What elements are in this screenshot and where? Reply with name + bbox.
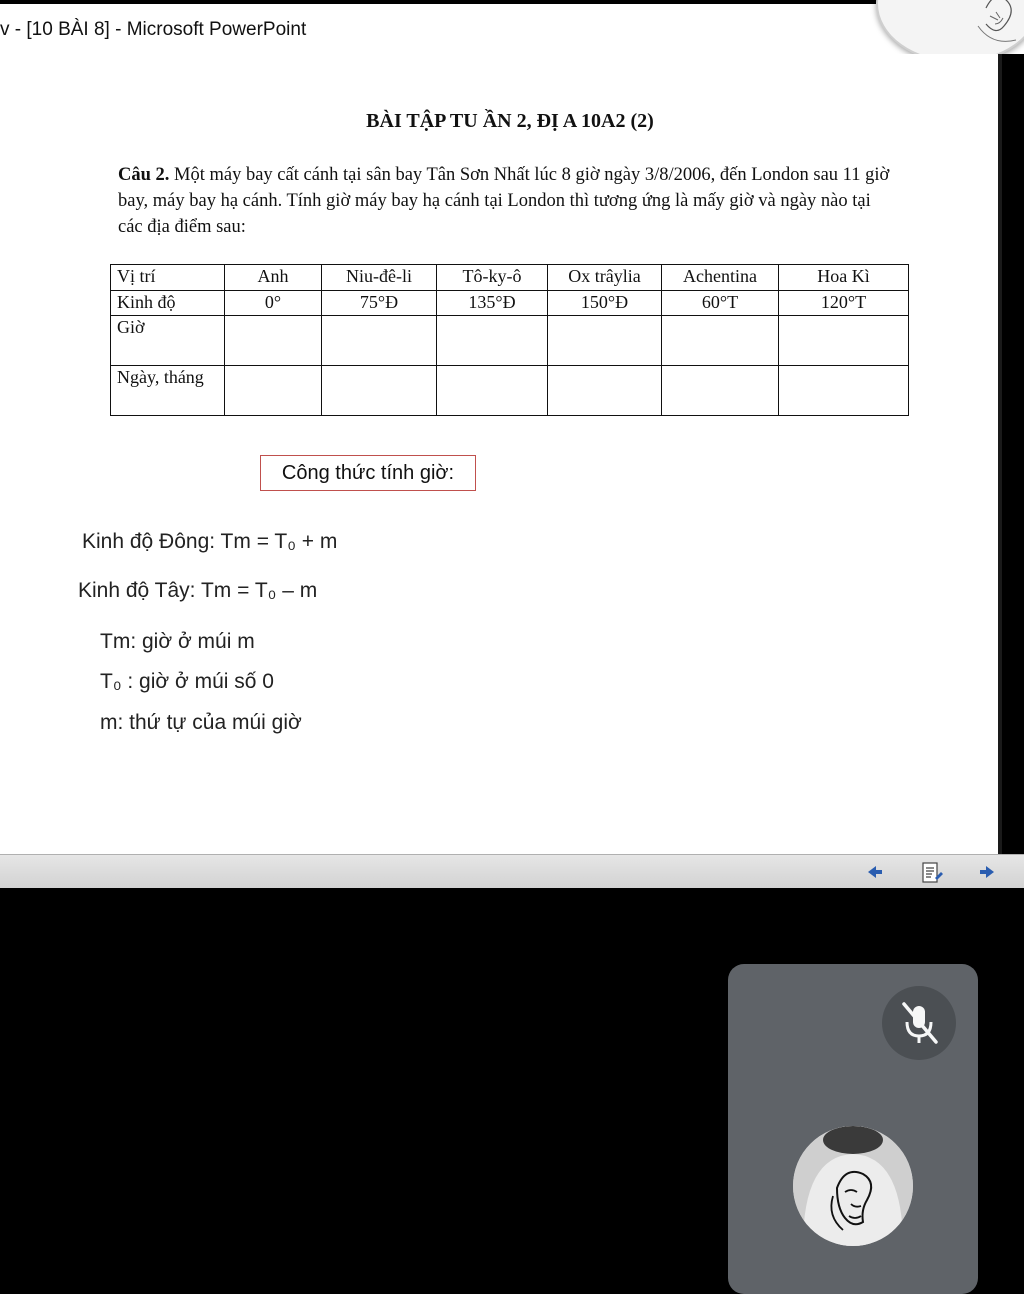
table-row xyxy=(111,365,909,415)
slide-canvas xyxy=(0,54,998,854)
place-cell: Niu-đê-li xyxy=(322,265,437,291)
empty-cell xyxy=(662,316,779,366)
window-title: v - [10 BÀI 8] - Microsoft PowerPoint xyxy=(0,19,307,40)
window-titlebar xyxy=(0,4,1024,54)
definition-t0: T₀ : giờ ở múi số 0 xyxy=(100,670,274,693)
empty-cell xyxy=(225,316,322,366)
sketch-face-icon xyxy=(878,0,1024,61)
place-cell: Tô-ky-ô xyxy=(437,265,548,291)
time-zone-table xyxy=(110,264,909,416)
place-cell: Achentina xyxy=(662,265,779,291)
question-paragraph xyxy=(118,162,898,240)
participant-avatar xyxy=(793,1126,913,1246)
longitude-cell: 135°Đ xyxy=(437,290,548,316)
empty-cell xyxy=(225,365,322,415)
row-label-position: Vị trí xyxy=(111,265,225,291)
table-row xyxy=(111,316,909,366)
longitude-cell: 0° xyxy=(225,290,322,316)
longitude-cell: 60°T xyxy=(662,290,779,316)
sketch-face-icon xyxy=(793,1126,913,1246)
slideshow-nav-bar xyxy=(0,854,1024,889)
place-cell: Ox trâylia xyxy=(548,265,662,291)
longitude-cell: 150°Đ xyxy=(548,290,662,316)
place-cell: Hoa Kì xyxy=(779,265,909,291)
document-title: BÀI TẬP TU ẦN 2, ĐỊ A 10A2 (2) xyxy=(366,110,654,132)
question-text: Một máy bay cất cánh tại sân bay Tân Sơn Nhất lúc 8 giờ ngày 3/8/2006, đến London sau 11 giờ bay, máy bay hạ cánh. Tính giờ máy bay hạ cánh tại London thì tương ứng là mấy giờ và ngày nào tại các địa điểm sau: xyxy=(118,165,890,237)
mic-off-icon[interactable] xyxy=(882,986,956,1060)
place-cell: Anh xyxy=(225,265,322,291)
row-label-date: Ngày, tháng xyxy=(111,365,225,415)
empty-cell xyxy=(662,365,779,415)
formula-west: Kinh độ Tây: Tm = T₀ – m xyxy=(78,579,318,602)
longitude-cell: 75°Đ xyxy=(322,290,437,316)
formula-heading-box: Công thức tính giờ: xyxy=(260,455,476,491)
formula-east: Kinh độ Đông: Tm = T₀ + m xyxy=(82,530,338,553)
participant-tile[interactable] xyxy=(728,964,978,1294)
definition-m: m: thứ tự của múi giờ xyxy=(100,711,302,734)
table-row xyxy=(111,290,909,316)
empty-cell xyxy=(548,316,662,366)
row-label-hour: Giờ xyxy=(111,316,225,366)
slide-notes-icon[interactable] xyxy=(920,861,942,885)
slide-right-border xyxy=(998,54,1024,854)
empty-cell xyxy=(437,316,548,366)
row-label-longitude: Kinh độ xyxy=(111,290,225,316)
longitude-cell: 120°T xyxy=(779,290,909,316)
table-row xyxy=(111,265,909,291)
empty-cell xyxy=(437,365,548,415)
empty-cell xyxy=(779,316,909,366)
empty-cell xyxy=(779,365,909,415)
arrow-right-icon[interactable] xyxy=(976,861,998,883)
definition-tm: Tm: giờ ở múi m xyxy=(100,630,255,653)
empty-cell xyxy=(548,365,662,415)
empty-cell xyxy=(322,316,437,366)
question-label: Câu 2. xyxy=(118,165,170,185)
empty-cell xyxy=(322,365,437,415)
arrow-left-icon[interactable] xyxy=(864,861,886,883)
